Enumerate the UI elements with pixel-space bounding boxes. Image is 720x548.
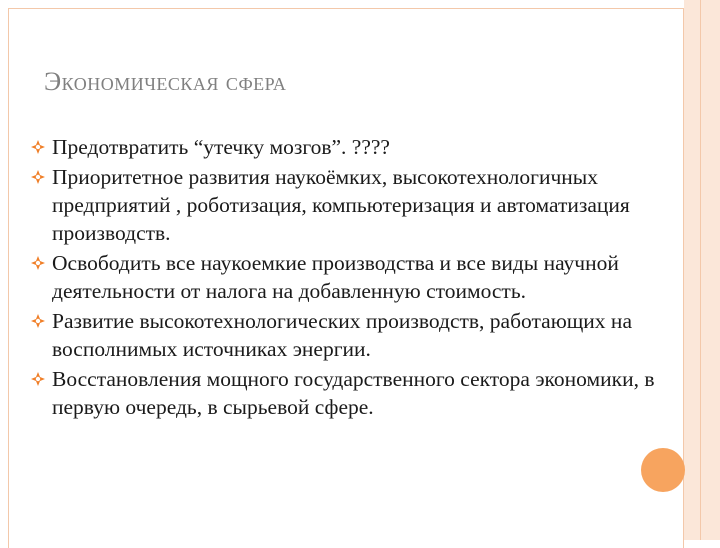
bullet-item [30,163,670,247]
bullet-item [30,365,670,421]
slide-title: Экономическая сфера [44,67,287,96]
bullet-item [30,249,670,305]
orange-diamond-bullet-icon [30,371,46,387]
orange-diamond-bullet-icon [30,139,46,155]
decorative-side-band [684,0,720,540]
decorative-orange-circle [641,448,685,492]
bullet-text: Освободить все наукоемкие производства и все виды научной деятельности от налога на добавленную стоимость. [52,251,619,303]
decorative-side-line [700,0,701,540]
bullet-list [30,133,670,423]
orange-diamond-bullet-icon [30,169,46,185]
bullet-text: Предотвратить “утечку мозгов”. ???? [52,135,390,159]
orange-diamond-bullet-icon [30,255,46,271]
bullet-item [30,307,670,363]
bullet-text: Восстановления мощного государственного сектора экономики, в первую очередь, в сырьевой сфере. [52,367,655,419]
bullet-item [30,133,670,161]
bullet-text: Развитие высокотехнологических производств, работающих на восполнимых источниках энергии. [52,309,632,361]
bullet-text: Приоритетное развития наукоёмких, высокотехнологичных предприятий , роботизация, компьютеризация и автоматизация производств. [52,165,630,245]
orange-diamond-bullet-icon [30,313,46,329]
